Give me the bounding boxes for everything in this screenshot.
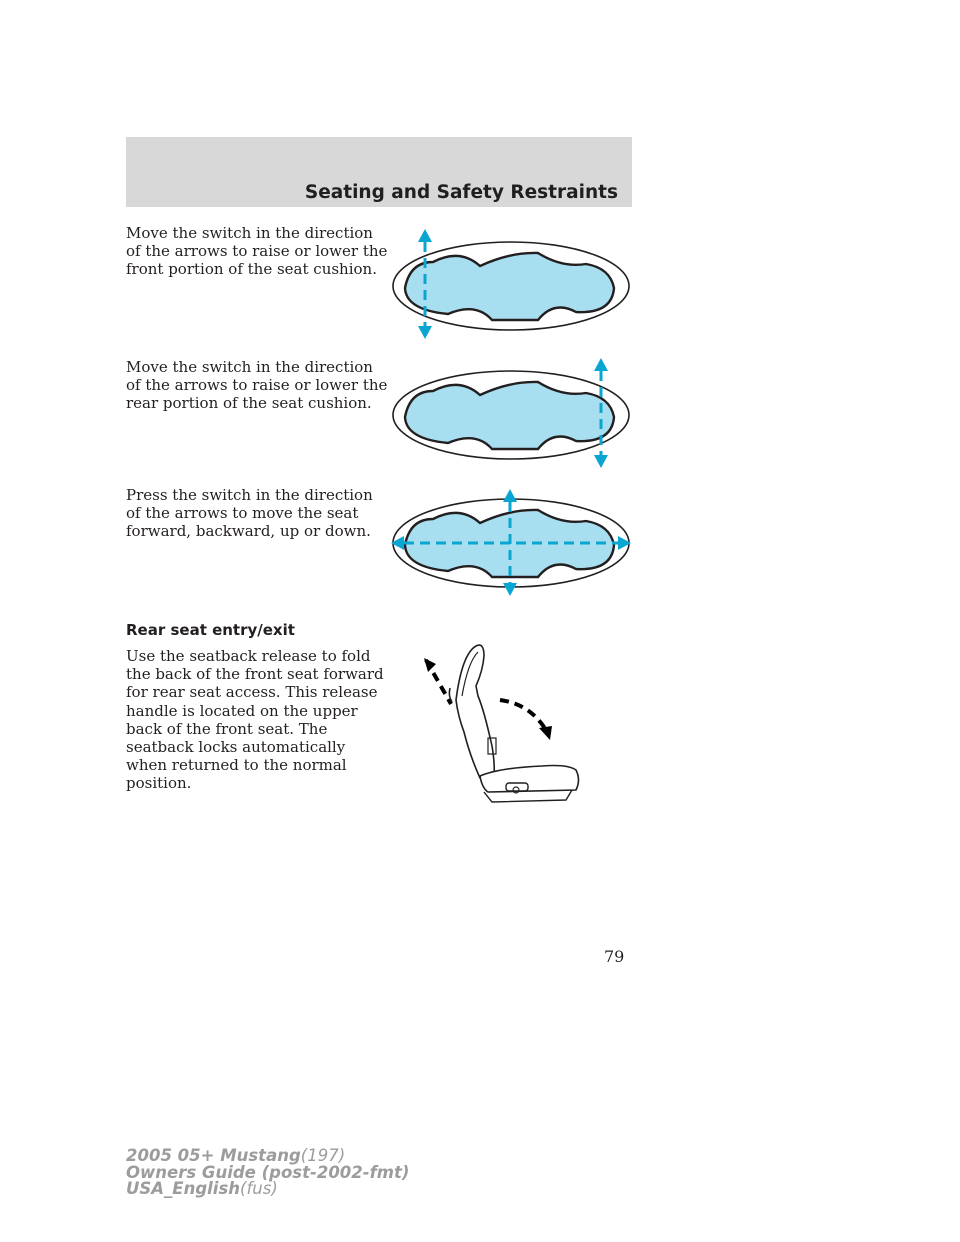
footer-line-1: 2005 05+ Mustang(197) (126, 1146, 346, 1165)
front-cushion-instruction: Move the switch in the direction of the arrows to raise or lower the front portion of the seat cushion. (126, 224, 388, 279)
seat-move-switch-illustration (388, 488, 634, 598)
rear-cushion-switch-illustration (388, 355, 634, 471)
section-header-band (126, 137, 632, 207)
rear-cushion-instruction: Move the switch in the direction of the arrows to raise or lower the rear portion of the seat cushion. (126, 358, 388, 413)
document-footer (126, 1148, 409, 1198)
rear-seat-entry-heading: Rear seat entry/exit (126, 621, 295, 639)
seatback-fold-illustration (418, 640, 590, 808)
front-cushion-switch-illustration (388, 228, 634, 340)
footer-line-2: Owners Guide (post-2002-fmt) (126, 1162, 410, 1182)
seat-move-instruction: Press the switch in the direction of the arrows to move the seat forward, backward, up or down. (126, 486, 373, 541)
page-number: 79 (604, 947, 625, 966)
rear-seat-entry-body: Use the seatback release to fold the back of the front seat forward for rear seat access. This release handle is located on the upper back of the front seat. The seatback locks automatically when returned to the normal position. (126, 647, 384, 793)
footer-line-3: USA_English(fus) (126, 1179, 278, 1198)
section-title: Seating and Safety Restraints (304, 182, 618, 203)
